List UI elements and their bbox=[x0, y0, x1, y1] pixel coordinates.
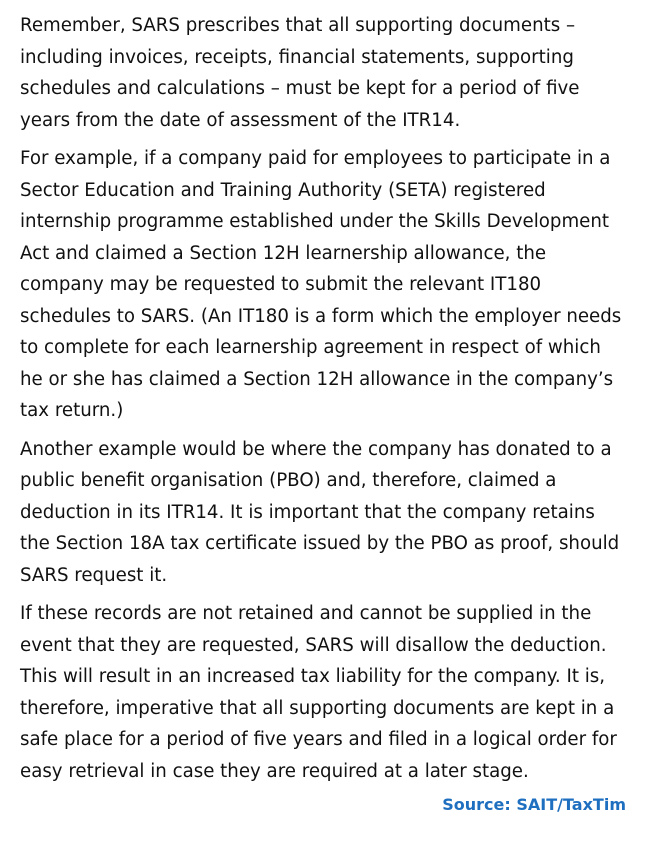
document-body bbox=[20, 10, 632, 794]
paragraph-pbo-example: Another example would be where the company has donated to a public benefit organisation (PBO) and, therefore, claimed a deduction in its ITR14. It is important that the company retains the Section 18A tax certificate issued by the PBO as proof, should SARS request it. bbox=[20, 438, 620, 586]
paragraph-consequences: If these records are not retained and cannot be supplied in the event that they are requested, SARS will disallow the deduction. This will result in an increased tax liability for the company. It is, therefore, imperative that all supporting documents are kept in a safe place for a period of five years and filed in a logical order for easy retrieval in case they are required at a later stage. bbox=[20, 603, 617, 782]
paragraph-seta-example: For example, if a company paid for employees to participate in a Sector Education and Training Authority (SETA) registered internship programme established under the Skills Development Act and claimed a Section 12H learnership allowance, the company may be requested to submit the relevant IT180 schedules to SARS. (An IT180 is a form which the employer needs to complete for each learnership agreement in respect of which he or she has claimed a Section 12H allowance in the company’s tax return.) bbox=[20, 148, 622, 421]
source-attribution: Source: SAIT/TaxTim bbox=[442, 795, 626, 814]
paragraph-record-retention: Remember, SARS prescribes that all supporting documents – including invoices, receipts, financial statements, supporting schedules and calculations – must be kept for a period of five years from the date of assessment of the ITR14. bbox=[20, 15, 580, 131]
